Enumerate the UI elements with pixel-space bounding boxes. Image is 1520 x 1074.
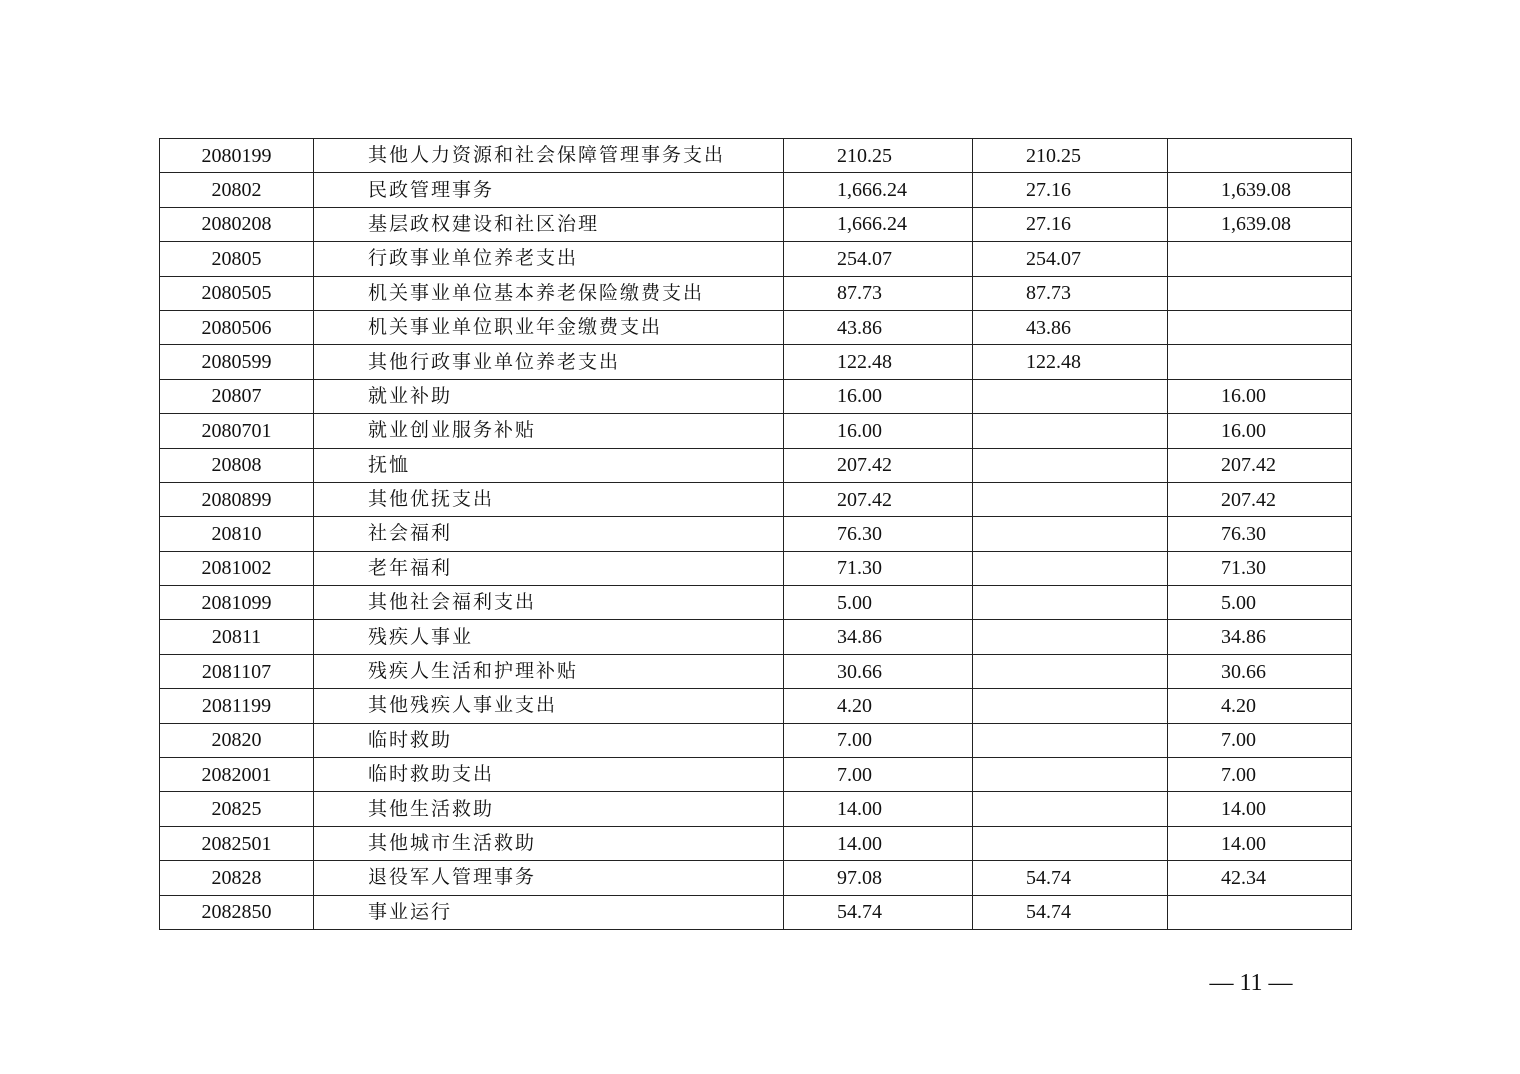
page-number: — 11 — [1209,970,1293,996]
table-row [160,792,1352,826]
basic-expenditure-cell [973,551,1168,585]
subject-name-cell: 民政管理事务 [314,173,784,207]
subject-code-cell: 20810 [160,517,314,551]
project-expenditure-cell: 7.00 [1168,758,1352,792]
total-amount-cell: 1,666.24 [784,207,973,241]
total-amount-cell: 207.42 [784,482,973,516]
total-amount-cell: 97.08 [784,861,973,895]
subject-name-cell: 其他城市生活救助 [314,826,784,860]
subject-code-cell: 2080899 [160,482,314,516]
table-row [160,895,1352,929]
subject-code-cell: 20805 [160,242,314,276]
subject-name-cell: 抚恤 [314,448,784,482]
table-row [160,586,1352,620]
table-row [160,482,1352,516]
project-expenditure-cell [1168,345,1352,379]
subject-code-cell: 2080505 [160,276,314,310]
subject-code-cell: 20820 [160,723,314,757]
table-row [160,379,1352,413]
basic-expenditure-cell [973,826,1168,860]
basic-expenditure-cell: 254.07 [973,242,1168,276]
table-row [160,310,1352,344]
project-expenditure-cell [1168,242,1352,276]
subject-name-cell: 退役军人管理事务 [314,861,784,895]
project-expenditure-cell: 34.86 [1168,620,1352,654]
table-row [160,517,1352,551]
subject-name-cell: 机关事业单位职业年金缴费支出 [314,310,784,344]
table-row [160,276,1352,310]
total-amount-cell: 87.73 [784,276,973,310]
project-expenditure-cell [1168,895,1352,929]
table-row [160,826,1352,860]
project-expenditure-cell: 1,639.08 [1168,173,1352,207]
table-row [160,173,1352,207]
subject-code-cell: 2082850 [160,895,314,929]
table-row [160,654,1352,688]
table-row [160,414,1352,448]
total-amount-cell: 14.00 [784,792,973,826]
subject-name-cell: 残疾人生活和护理补贴 [314,654,784,688]
subject-name-cell: 老年福利 [314,551,784,585]
project-expenditure-cell: 14.00 [1168,792,1352,826]
subject-code-cell: 20825 [160,792,314,826]
project-expenditure-cell: 207.42 [1168,482,1352,516]
basic-expenditure-cell [973,448,1168,482]
subject-name-cell: 其他优抚支出 [314,482,784,516]
project-expenditure-cell: 71.30 [1168,551,1352,585]
subject-code-cell: 2081002 [160,551,314,585]
subject-code-cell: 2081107 [160,654,314,688]
basic-expenditure-cell [973,482,1168,516]
table-row [160,723,1352,757]
subject-name-cell: 就业创业服务补贴 [314,414,784,448]
total-amount-cell: 210.25 [784,139,973,173]
project-expenditure-cell: 207.42 [1168,448,1352,482]
basic-expenditure-cell: 122.48 [973,345,1168,379]
total-amount-cell: 7.00 [784,723,973,757]
total-amount-cell: 43.86 [784,310,973,344]
basic-expenditure-cell [973,414,1168,448]
total-amount-cell: 76.30 [784,517,973,551]
basic-expenditure-cell [973,586,1168,620]
total-amount-cell: 1,666.24 [784,173,973,207]
subject-code-cell: 2081199 [160,689,314,723]
subject-code-cell: 2080506 [160,310,314,344]
project-expenditure-cell: 14.00 [1168,826,1352,860]
subject-code-cell: 2080599 [160,345,314,379]
subject-name-cell: 其他行政事业单位养老支出 [314,345,784,379]
basic-expenditure-cell [973,689,1168,723]
subject-code-cell: 2082001 [160,758,314,792]
basic-expenditure-cell [973,758,1168,792]
basic-expenditure-cell: 87.73 [973,276,1168,310]
total-amount-cell: 34.86 [784,620,973,654]
subject-name-cell: 社会福利 [314,517,784,551]
subject-name-cell: 临时救助支出 [314,758,784,792]
basic-expenditure-cell [973,620,1168,654]
basic-expenditure-cell: 27.16 [973,173,1168,207]
total-amount-cell: 14.00 [784,826,973,860]
total-amount-cell: 207.42 [784,448,973,482]
table-row [160,345,1352,379]
project-expenditure-cell: 42.34 [1168,861,1352,895]
table-body [160,139,1352,930]
subject-name-cell: 其他生活救助 [314,792,784,826]
subject-code-cell: 20808 [160,448,314,482]
table-row [160,551,1352,585]
subject-name-cell: 其他残疾人事业支出 [314,689,784,723]
subject-name-cell: 临时救助 [314,723,784,757]
table-row [160,758,1352,792]
subject-name-cell: 基层政权建设和社区治理 [314,207,784,241]
basic-expenditure-cell [973,792,1168,826]
project-expenditure-cell: 4.20 [1168,689,1352,723]
table-row [160,448,1352,482]
table-row [160,139,1352,173]
total-amount-cell: 7.00 [784,758,973,792]
project-expenditure-cell [1168,276,1352,310]
subject-code-cell: 20807 [160,379,314,413]
project-expenditure-cell: 1,639.08 [1168,207,1352,241]
subject-name-cell: 其他社会福利支出 [314,586,784,620]
subject-code-cell: 2080701 [160,414,314,448]
total-amount-cell: 16.00 [784,414,973,448]
total-amount-cell: 71.30 [784,551,973,585]
project-expenditure-cell: 76.30 [1168,517,1352,551]
total-amount-cell: 5.00 [784,586,973,620]
table-row [160,620,1352,654]
basic-expenditure-cell [973,723,1168,757]
project-expenditure-cell: 16.00 [1168,379,1352,413]
subject-code-cell: 20811 [160,620,314,654]
subject-name-cell: 就业补助 [314,379,784,413]
total-amount-cell: 4.20 [784,689,973,723]
subject-name-cell: 残疾人事业 [314,620,784,654]
subject-code-cell: 20802 [160,173,314,207]
total-amount-cell: 16.00 [784,379,973,413]
project-expenditure-cell [1168,310,1352,344]
table-row [160,861,1352,895]
table-row [160,242,1352,276]
basic-expenditure-cell [973,379,1168,413]
subject-code-cell: 2081099 [160,586,314,620]
total-amount-cell: 122.48 [784,345,973,379]
subject-code-cell: 2080199 [160,139,314,173]
table-row [160,689,1352,723]
subject-name-cell: 事业运行 [314,895,784,929]
subject-code-cell: 2080208 [160,207,314,241]
basic-expenditure-cell [973,517,1168,551]
total-amount-cell: 54.74 [784,895,973,929]
basic-expenditure-cell: 43.86 [973,310,1168,344]
project-expenditure-cell [1168,139,1352,173]
project-expenditure-cell: 5.00 [1168,586,1352,620]
project-expenditure-cell: 16.00 [1168,414,1352,448]
total-amount-cell: 254.07 [784,242,973,276]
subject-code-cell: 20828 [160,861,314,895]
basic-expenditure-cell [973,654,1168,688]
basic-expenditure-cell: 54.74 [973,895,1168,929]
budget-expenditure-table [159,138,1352,930]
basic-expenditure-cell: 54.74 [973,861,1168,895]
project-expenditure-cell: 7.00 [1168,723,1352,757]
project-expenditure-cell: 30.66 [1168,654,1352,688]
basic-expenditure-cell: 27.16 [973,207,1168,241]
subject-name-cell: 其他人力资源和社会保障管理事务支出 [314,139,784,173]
table-row [160,207,1352,241]
total-amount-cell: 30.66 [784,654,973,688]
subject-name-cell: 机关事业单位基本养老保险缴费支出 [314,276,784,310]
subject-code-cell: 2082501 [160,826,314,860]
subject-name-cell: 行政事业单位养老支出 [314,242,784,276]
basic-expenditure-cell: 210.25 [973,139,1168,173]
